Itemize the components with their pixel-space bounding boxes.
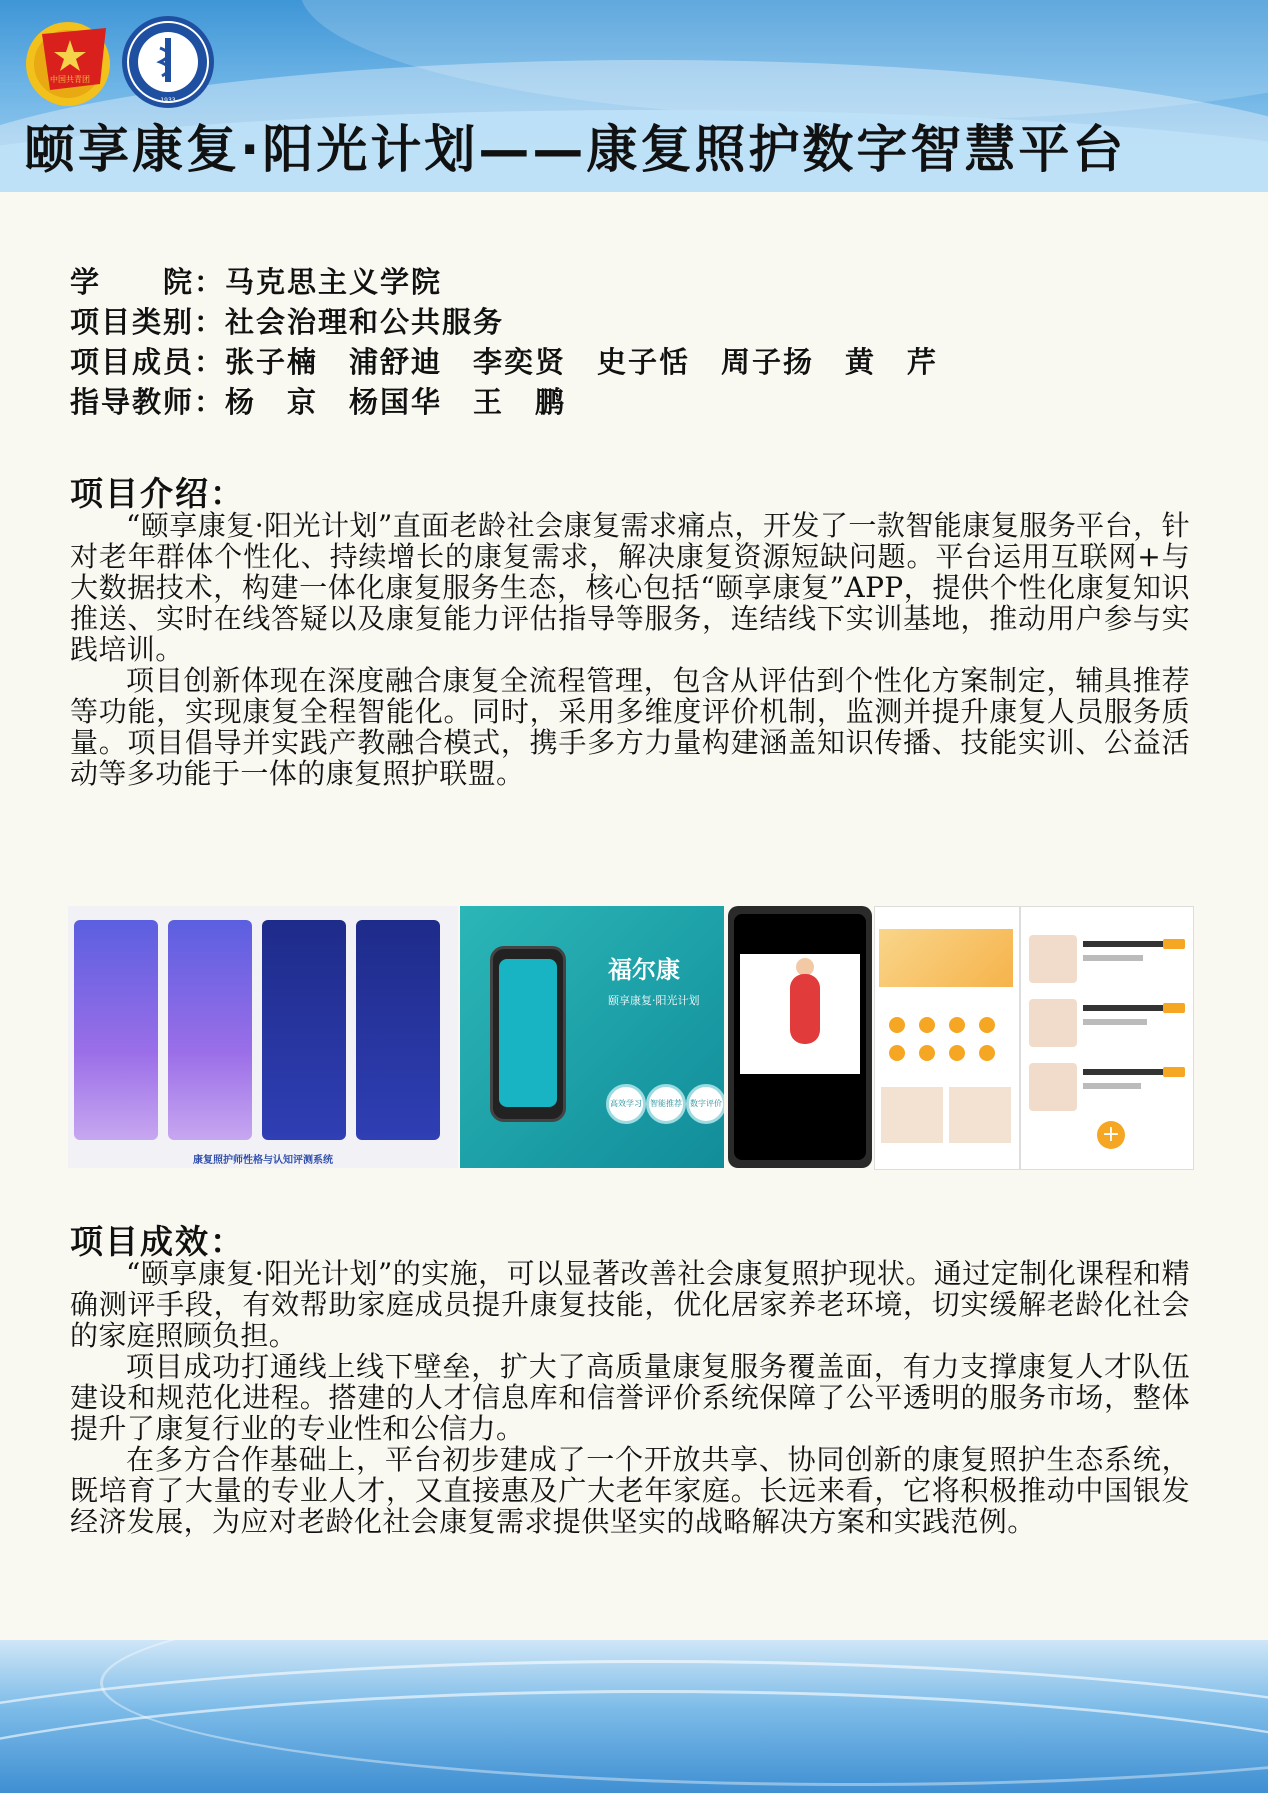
communist-youth-league-logo [20,14,116,110]
illustration-person [790,974,820,1044]
course-meta-line [1083,1019,1147,1025]
app-brand: 福尔康 [608,955,680,984]
course-item [1029,1063,1189,1119]
course-list-screen [1020,906,1194,1170]
course-item [1029,999,1189,1055]
phone-screen [168,920,252,1140]
results-paragraph: “颐享康复·阳光计划”的实施，可以显著改善社会康复照护现状。通过定制化课程和精确测评手段，有效帮助家庭成员提升康复技能，优化居家养老环境，切实缓解老龄化社会的家庭照顾负担。 [70,1257,1190,1352]
members-label: 项目成员： [70,345,226,379]
course-meta-line [1083,955,1143,961]
teachers-value: 杨 京 杨国华 王 鹏 [225,385,567,419]
category-icon [979,1017,995,1033]
learning-app-screen [874,906,1020,1170]
college-row [70,262,1220,302]
results-paragraph: 项目成功打通线上线下壁垒，扩大了高质量康复服务覆盖面，有力支撑康复人才队伍建设和规范化进程。搭建的人才信息库和信誉评价系统保障了公平透明的服务市场，整体提升了康复行业的专业性和公信力。 [70,1350,1190,1445]
screenshot-gallery [68,906,1192,1168]
feature-bubble: 数字评价 [686,1084,724,1124]
logo-league-text: 中国共青团 [50,75,90,84]
course-thumbnail [1029,935,1077,983]
members-row [70,342,1220,382]
course-item [1029,935,1189,991]
course-meta-line [1083,1083,1141,1089]
phone-screen [262,920,346,1140]
category-icon [949,1017,965,1033]
course-title-line [1083,1005,1173,1011]
page-title: 颐享康复·阳光计划——康复照护数字智慧平台 [24,121,1127,180]
intro-body [70,510,1190,789]
course-tag [1163,1003,1185,1013]
intro-paragraph: 项目创新体现在深度融合康复全流程管理，包含从评估到个性化方案制定，辅具推荐等功能，实现康复全程智能化。同时，采用多维度评价机制，监测并提升康复人员服务质量。项目倡导并实践产教融合模式，携手多方力量构建涵盖知识传播、技能实训、公益活动等多功能于一体的康复照护联盟。 [70,664,1190,790]
results-body [70,1258,1190,1537]
phone-screen [734,914,866,1160]
intro-paragraph: “颐享康复·阳光计划”直面老龄社会康复需求痛点，开发了一款智能康复服务平台，针对老年群体个性化、持续增长的康复需求，解决康复资源短缺问题。平台运用互联网+与大数据技术，构建一体化康复服务生态，核心包括“颐享康复”APP，提供个性化康复知识推送、实时在线答疑以及康复能力评估指导等服务，连结线下实训基地，推动用户参与实践培训。 [70,509,1190,666]
app-promo-image [460,906,724,1168]
course-title-line [1083,1069,1167,1075]
app-banner [879,929,1013,987]
category-icon [919,1017,935,1033]
phone-screen [74,920,158,1140]
category-icon [979,1045,995,1061]
category-label: 项目类别： [70,305,226,339]
course-thumbnail [1029,999,1077,1047]
course-thumbnail [1029,1063,1077,1111]
course-card [881,1087,943,1143]
footer-wave-decoration [0,1640,1268,1793]
teachers-row [70,382,1220,422]
header-banner [0,0,1268,192]
category-value: 社会治理和公共服务 [225,305,505,339]
college-label: 学 院： [70,265,226,299]
phone-screen [356,920,440,1140]
members-value: 张子楠 浦舒迪 李奕贤 史子恬 周子扬 黄 芹 [225,345,939,379]
phone-screen [499,959,557,1107]
course-tag [1163,1067,1185,1077]
feature-bubble: 高效学习 [606,1084,646,1124]
video-app-screen [728,906,872,1168]
gallery-caption: 康复照护师性格与认知评测系统 [193,1155,333,1166]
assessment-system-screens [68,906,458,1168]
logo-uni-year: 1933 [160,97,176,104]
project-info [70,262,1220,422]
app-brand-subtitle: 颐享康复·阳光计划 [608,994,700,1007]
category-icon [889,1045,905,1061]
course-tag [1163,939,1185,949]
phone-mockup [490,946,566,1122]
category-icon [889,1017,905,1033]
add-icon: + [1097,1121,1125,1149]
intro-heading: 项目介绍： [70,474,245,513]
category-icon [919,1045,935,1061]
course-title-line [1083,941,1163,947]
category-row [70,302,1220,342]
video-frame [740,954,860,1074]
kunming-medical-university-seal [120,14,216,110]
category-icon [949,1045,965,1061]
teachers-label: 指导教师： [70,385,226,419]
college-value: 马克思主义学院 [225,265,443,299]
course-card [949,1087,1011,1143]
feature-bubble: 智能推荐 [646,1084,686,1124]
results-heading: 项目成效： [70,1222,245,1261]
results-paragraph: 在多方合作基础上，平台初步建成了一个开放共享、协同创新的康复照护生态系统，既培育了大量的专业人才，又直接惠及广大老年家庭。长远来看，它将积极推动中国银发经济发展，为应对老龄化社会康复需求提供坚实的战略解决方案和实践范例。 [70,1443,1190,1538]
